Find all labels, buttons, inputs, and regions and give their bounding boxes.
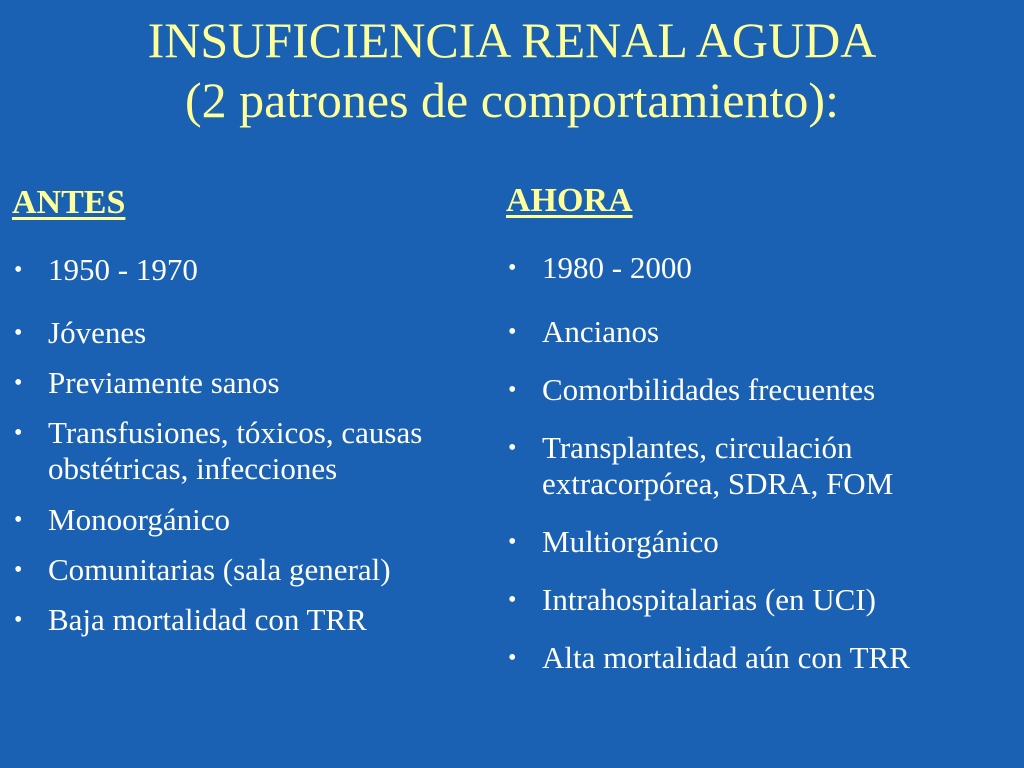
list-item bbox=[506, 430, 1021, 502]
list-item bbox=[506, 250, 1021, 286]
list-item bbox=[12, 602, 502, 638]
list-item bbox=[12, 502, 502, 538]
list-item bbox=[506, 640, 1021, 676]
list-item-text: Intrahospitalarias (en UCI) bbox=[542, 582, 876, 617]
bullet-icon: • bbox=[508, 319, 517, 345]
list-item-text: 1980 - 2000 bbox=[542, 250, 692, 285]
bullet-icon: • bbox=[508, 645, 517, 671]
list-item bbox=[12, 252, 502, 288]
bullet-icon: • bbox=[14, 507, 23, 533]
list-item-text: Previamente sanos bbox=[48, 365, 280, 400]
bullet-icon: • bbox=[14, 320, 23, 346]
list-item bbox=[12, 365, 502, 401]
list-item-text: Alta mortalidad aún con TRR bbox=[542, 640, 910, 675]
list-item-text: Comorbilidades frecuentes bbox=[542, 372, 876, 407]
list-item-text: Ancianos bbox=[542, 314, 660, 349]
list-item-text: 1950 - 1970 bbox=[48, 252, 198, 287]
list-item bbox=[506, 314, 1021, 350]
list-item-text: Monoorgánico bbox=[48, 502, 230, 537]
list-item-text: Comunitarias (sala general) bbox=[48, 552, 391, 587]
list-item bbox=[506, 524, 1021, 560]
list-item bbox=[506, 582, 1021, 618]
bullet-icon: • bbox=[14, 607, 23, 633]
bullet-icon: • bbox=[508, 377, 517, 403]
list-item-text: Baja mortalidad con TRR bbox=[48, 602, 367, 637]
list-item-text: Multiorgánico bbox=[542, 524, 719, 559]
bullet-icon: • bbox=[14, 557, 23, 583]
list-item-text: Transfusiones, tóxicos, causas obstétricas, infecciones bbox=[48, 415, 423, 486]
list-item bbox=[12, 552, 502, 588]
bullet-icon: • bbox=[14, 420, 23, 446]
slide-title-line-1: INSUFICIENCIA RENAL AGUDA bbox=[147, 12, 877, 68]
bullet-icon: • bbox=[508, 529, 517, 555]
bullet-icon: • bbox=[508, 587, 517, 613]
list-item-text: Jóvenes bbox=[48, 315, 147, 350]
bullet-icon: • bbox=[14, 257, 23, 283]
slide-title-line-2: (2 patrones de comportamiento): bbox=[185, 72, 839, 128]
bullet-icon: • bbox=[508, 435, 517, 461]
list-item bbox=[506, 372, 1021, 408]
slide-title bbox=[0, 10, 1024, 130]
column-heading-ahora: AHORA bbox=[506, 182, 633, 219]
column-antes bbox=[12, 180, 502, 652]
column-heading-antes: ANTES bbox=[12, 184, 126, 221]
bullet-icon: • bbox=[508, 255, 517, 281]
bullet-list-ahora bbox=[506, 250, 1021, 676]
column-ahora bbox=[506, 178, 1021, 698]
bullet-icon: • bbox=[14, 370, 23, 396]
bullet-list-antes bbox=[12, 252, 502, 638]
list-item bbox=[12, 315, 502, 351]
list-item-text: Transplantes, circulación extracorpórea, SDRA, FOM bbox=[542, 430, 894, 501]
list-item bbox=[12, 415, 502, 487]
